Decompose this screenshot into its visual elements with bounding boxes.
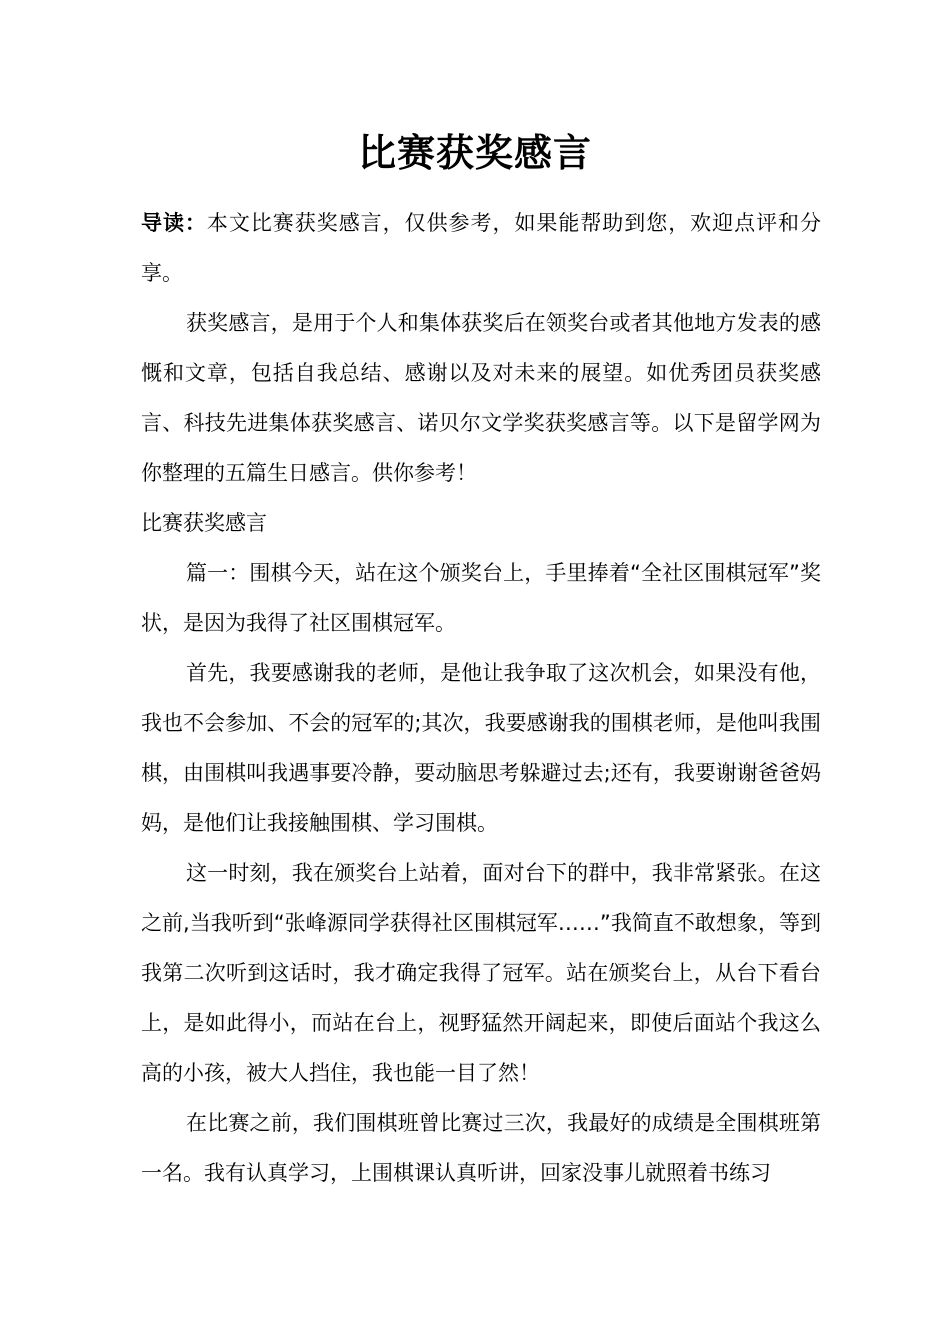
intro-paragraph [141,198,821,298]
paragraph-thanks: 首先，我要感谢我的老师，是他让我争取了这次机会，如果没有他，我也不会参加、不会的冠军的;其次，我要感谢我的围棋老师，是他叫我围棋，由围棋叫我遇事要冷静，要动脑思考躲避过去;还有，我要谢谢爸爸妈妈，是他们让我接触围棋、学习围棋。 [141,661,821,835]
section-heading: 比赛获奖感言 [141,511,267,535]
paragraph-definition: 获奖感言，是用于个人和集体获奖后在领奖台或者其他地方发表的感慨和文章，包括自我总结、感谢以及对未来的展望。如优秀团员获奖感言、科技先进集体获奖感言、诺贝尔文学奖获奖感言等。以下是留学网为你整理的五篇生日感言。供你参考！ [141,311,821,485]
paragraph-part-one: 篇一：围棋今天，站在这个颁奖台上，手里捧着“全社区围棋冠军”奖状，是因为我得了社区围棋冠军。 [141,561,821,635]
document-body [141,198,821,1198]
intro-text: 本文比赛获奖感言，仅供参考，如果能帮助到您，欢迎点评和分享。 [141,211,822,285]
paragraph-moment: 这一时刻，我在颁奖台上站着，面对台下的群中，我非常紧张。在这之前,当我听到“张峰源同学获得社区围棋冠军……”我简直不敢想象，等到我第二次听到这话时，我才确定我得了冠军。站在颁奖台上，从台下看台上，是如此得小，而站在台上，视野猛然开阔起来，即使后面站个我这么高的小孩，被大人挡住，我也能一目了然！ [141,861,821,1085]
document-title: 比赛获奖感言 [357,131,592,176]
intro-label: 导读： [141,211,207,235]
paragraph-before-competition: 在比赛之前，我们围棋班曾比赛过三次，我最好的成绩是全围棋班第一名。我有认真学习，上围棋课认真听讲，回家没事儿就照着书练习 [141,1111,821,1185]
